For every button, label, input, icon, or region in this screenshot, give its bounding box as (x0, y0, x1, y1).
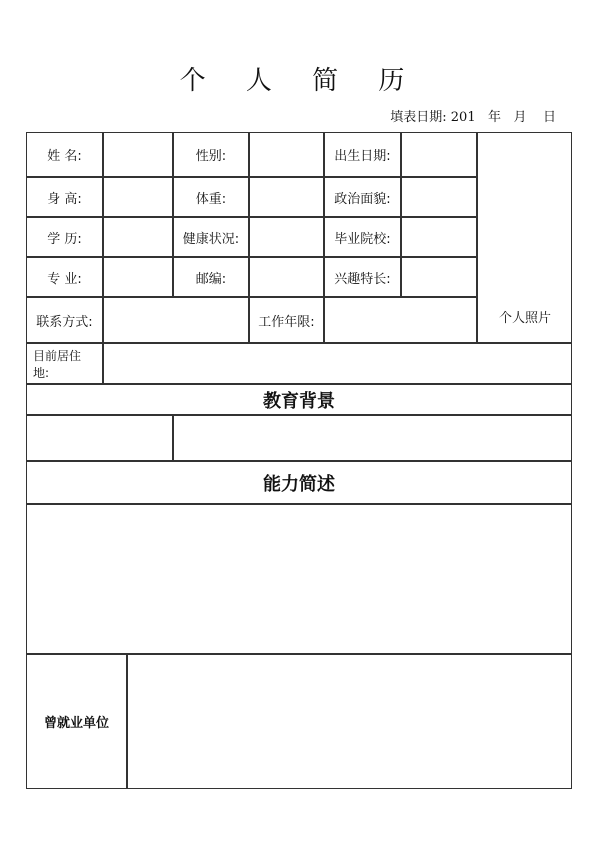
fill-date-day-unit: 日 (542, 110, 556, 125)
health-label: 健康状况: (173, 217, 249, 257)
graduate-school-input[interactable] (401, 217, 477, 257)
education-detail-input[interactable] (173, 415, 572, 461)
height-input[interactable] (103, 177, 173, 217)
postcode-input[interactable] (249, 257, 324, 297)
health-input[interactable] (249, 217, 324, 257)
contact-label: 联系方式: (26, 297, 103, 343)
employers-input[interactable] (127, 654, 572, 789)
birth-date-label: 出生日期: (324, 132, 401, 177)
fill-date-line (390, 106, 556, 125)
photo-label: 个人照片 (498, 311, 551, 326)
major-label: 专 业: (26, 257, 103, 297)
work-years-label: 工作年限: (249, 297, 324, 343)
major-input[interactable] (103, 257, 173, 297)
ability-description-input[interactable] (26, 504, 572, 654)
employers-label: 曾就业单位 (26, 654, 127, 789)
weight-label: 体重: (173, 177, 249, 217)
fill-date-year-prefix: 201 (450, 110, 476, 125)
name-input[interactable] (103, 132, 173, 177)
work-years-input[interactable] (324, 297, 477, 343)
hobbies-label: 兴趣特长: (324, 257, 401, 297)
ability-section-header: 能力简述 (26, 461, 572, 504)
political-status-label: 政治面貌: (324, 177, 401, 217)
residence-label: 目前居住地: (26, 343, 103, 384)
education-input[interactable] (103, 217, 173, 257)
education-label: 学 历: (26, 217, 103, 257)
education-section-header: 教育背景 (26, 384, 572, 415)
graduate-school-label: 毕业院校: (324, 217, 401, 257)
height-label: 身 高: (26, 177, 103, 217)
fill-date-label: 填表日期: (390, 110, 447, 125)
birth-date-input[interactable] (401, 132, 477, 177)
fill-date-year-unit: 年 (488, 110, 502, 125)
residence-input[interactable] (103, 343, 572, 384)
education-period-input[interactable] (26, 415, 173, 461)
weight-input[interactable] (249, 177, 324, 217)
gender-input[interactable] (249, 132, 324, 177)
resume-form (27, 133, 572, 789)
fill-date-month-unit: 月 (513, 110, 527, 125)
contact-input[interactable] (103, 297, 249, 343)
page-title: 个 人 简 历 (179, 66, 421, 96)
political-status-input[interactable] (401, 177, 477, 217)
gender-label: 性别: (173, 132, 249, 177)
postcode-label: 邮编: (173, 257, 249, 297)
name-label: 姓 名: (26, 132, 103, 177)
hobbies-input[interactable] (401, 257, 477, 297)
